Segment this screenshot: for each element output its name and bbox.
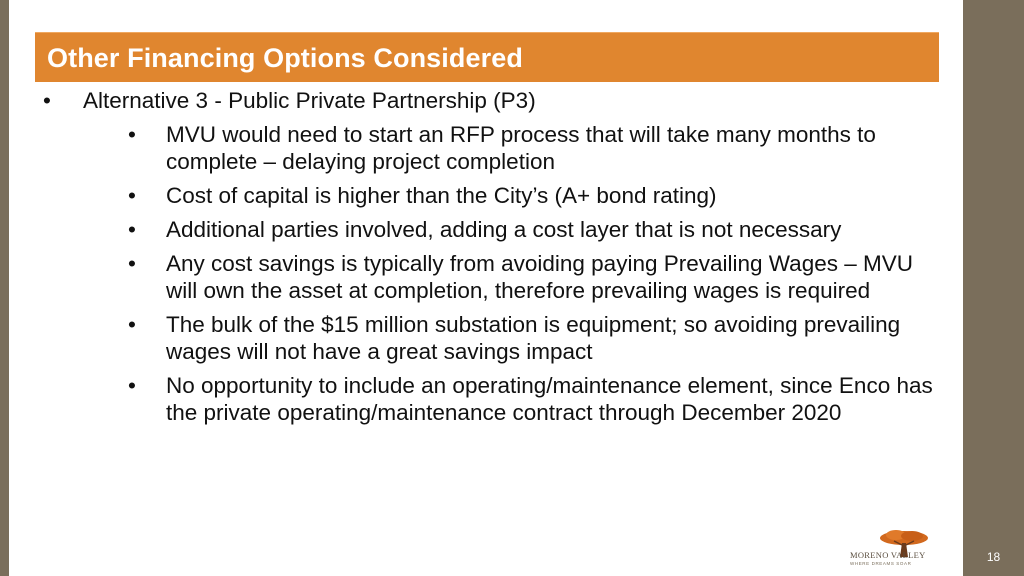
page-number: 18 — [986, 550, 1001, 564]
list-item — [40, 216, 940, 243]
bullet-list — [40, 87, 940, 433]
left-border — [0, 0, 9, 576]
bullet-marker: • — [128, 217, 136, 242]
slide-title: Other Financing Options Considered — [47, 43, 523, 73]
list-item-text: Any cost savings is typically from avoiding paying Prevailing Wages – MVU will own the asset at completion, therefore prevailing wages is required — [166, 251, 913, 303]
list-item-text: The bulk of the $15 million substation is equipment; so avoiding prevailing wages will not have a great savings impact — [166, 312, 901, 364]
list-item — [40, 372, 940, 426]
bullet-marker: • — [128, 122, 136, 147]
list-item-text: No opportunity to include an operating/maintenance element, since Enco has the private operating/maintenance contract through December 2020 — [166, 373, 933, 425]
list-item — [40, 121, 940, 175]
title-bar — [35, 32, 939, 82]
bullet-marker: • — [128, 312, 136, 337]
bullet-marker: • — [43, 88, 51, 113]
list-item-text: Additional parties involved, adding a cost layer that is not necessary — [166, 217, 842, 242]
logo-tagline: WHERE DREAMS SOAR — [850, 561, 912, 566]
list-item — [40, 87, 940, 114]
bullet-marker: • — [128, 183, 136, 208]
list-item-text: Alternative 3 - Public Private Partnership (P3) — [83, 88, 536, 113]
right-side-panel — [963, 0, 1024, 576]
list-item — [40, 311, 940, 365]
bullet-marker: • — [128, 251, 136, 276]
list-item — [40, 250, 940, 304]
list-item-text: Cost of capital is higher than the City’s (A+ bond rating) — [166, 183, 717, 208]
bullet-marker: • — [128, 373, 136, 398]
list-item — [40, 182, 940, 209]
logo-wordmark: MORENO VALLEY — [850, 550, 926, 560]
list-item-text: MVU would need to start an RFP process that will take many months to complete – delaying project completion — [166, 122, 876, 174]
moreno-valley-logo — [850, 526, 950, 570]
